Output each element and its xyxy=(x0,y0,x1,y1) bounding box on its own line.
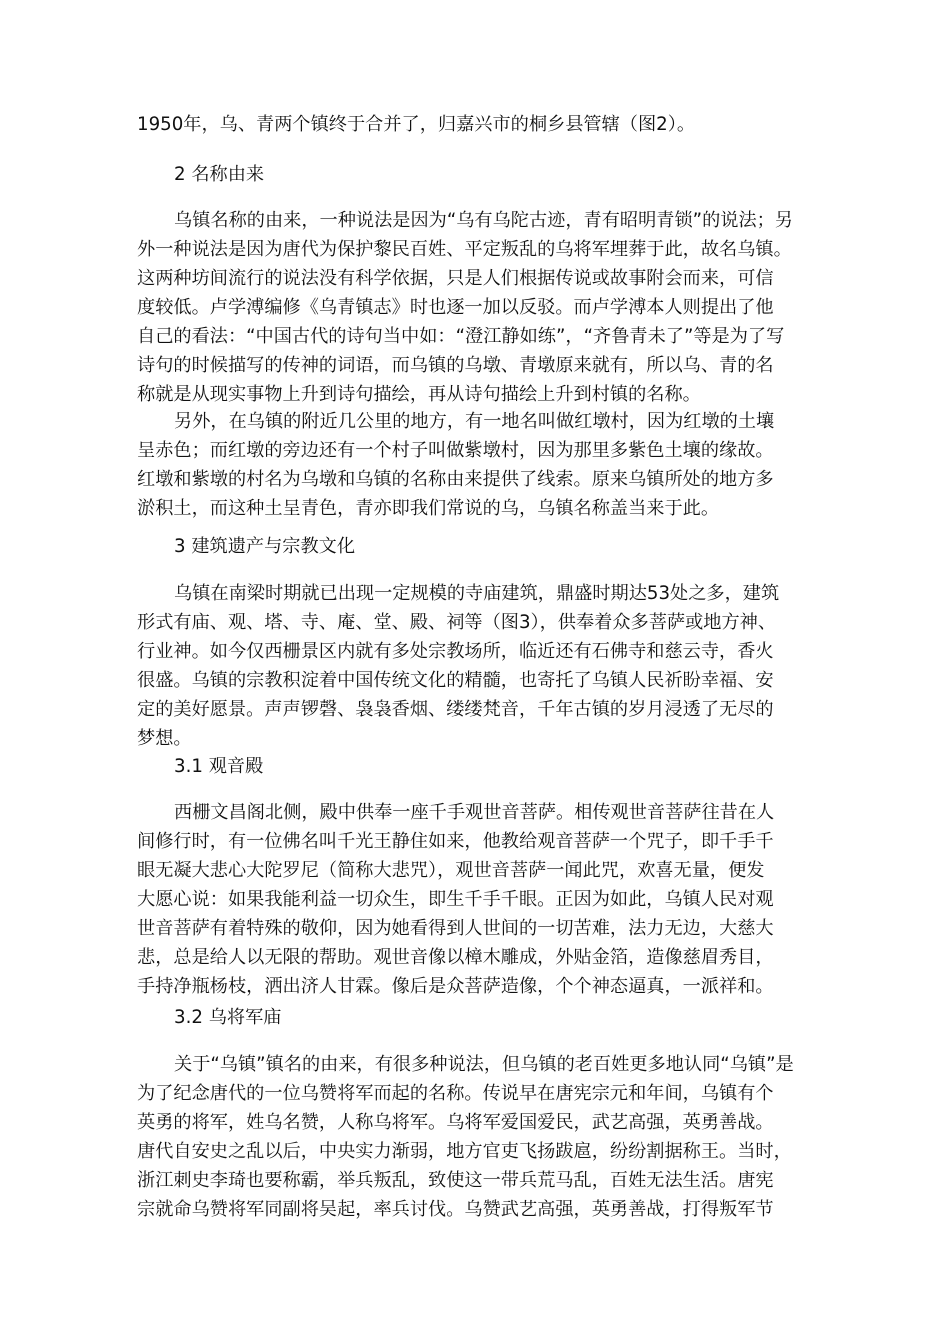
text-line: 眼无凝大悲心大陀罗尼（简称大悲咒），观世音菩萨一闻此咒，欢喜无量，便发 xyxy=(137,860,765,881)
text-line: 大愿心说：如果我能利益一切众生，即生千手千眼。正因为如此，乌镇人民对观 xyxy=(137,889,774,910)
text-line: 梦想。 xyxy=(137,728,192,749)
text-line: 定的美好愿景。声声锣磬、袅袅香烟、缕缕梵音，千年古镇的岁月浸透了无尽的 xyxy=(137,699,774,720)
text-line: 浙江刺史李琦也要称霸，举兵叛乱，致使这一带兵荒马乱，百姓无法生活。唐宪 xyxy=(137,1170,774,1191)
section-heading-3-1: 3.1 观音殿 xyxy=(174,756,264,777)
text-line: 1950年，乌、青两个镇终于合并了，归嘉兴市的桐乡县管辖（图2）。 xyxy=(137,114,696,135)
text-line: 另外，在乌镇的附近几公里的地方，有一地名叫做红墩村，因为红墩的土壤 xyxy=(174,411,775,432)
text-line: 宗就命乌赞将军同副将吴起，率兵讨伐。乌赞武艺高强，英勇善战，打得叛军节 xyxy=(137,1199,774,1220)
text-line: 行业神。如今仅西栅景区内就有多处宗教场所，临近还有石佛寺和慈云寺，香火 xyxy=(137,641,774,662)
text-line: 英勇的将军，姓乌名赞，人称乌将军。乌将军爱国爱民，武艺高强，英勇善战。 xyxy=(137,1112,774,1133)
text-line: 乌镇名称的由来，一种说法是因为“乌有乌陀古迹，青有昭明青锁”的说法；另 xyxy=(174,210,794,231)
paragraph-architecture xyxy=(137,579,827,753)
paragraph-name-origin-2 xyxy=(137,407,827,523)
text-line: 乌镇在南梁时期就已出现一定规模的寺庙建筑，鼎盛时期达53处之多，建筑 xyxy=(174,583,780,604)
text-line: 淤积土，而这种土呈青色，青亦即我们常说的乌，乌镇名称盖当来于此。 xyxy=(137,498,720,519)
section-heading-3-2: 3.2 乌将军庙 xyxy=(174,1007,282,1028)
text-line: 很盛。乌镇的宗教积淀着中国传统文化的精髓，也寄托了乌镇人民祈盼幸福、安 xyxy=(137,670,774,691)
text-line: 称就是从现实事物上升到诗句描绘，再从诗句描绘上升到村镇的名称。 xyxy=(137,384,701,405)
text-line: 呈赤色；而红墩的旁边还有一个村子叫做紫墩村，因为那里多紫色土壤的缘故。 xyxy=(137,440,774,461)
text-line: 外一种说法是因为唐代为保护黎民百姓、平定叛乱的乌将军埋葬于此，故名乌镇。 xyxy=(137,239,792,260)
text-line: 世音菩萨有着特殊的敬仰，因为她看得到人世间的一切苦难，法力无边，大慈大 xyxy=(137,918,774,939)
text-line: 形式有庙、观、塔、寺、庵、堂、殿、祠等（图3），供奉着众多菩萨或地方神、 xyxy=(137,612,777,633)
text-line: 关于“乌镇”镇名的由来，有很多种说法，但乌镇的老百姓更多地认同“乌镇”是 xyxy=(174,1054,794,1075)
text-line: 这两种坊间流行的说法没有科学依据，只是人们根据传说或故事附会而来，可信 xyxy=(137,268,774,289)
text-line: 为了纪念唐代的一位乌赞将军而起的名称。传说早在唐宪宗元和年间，乌镇有个 xyxy=(137,1083,774,1104)
text-line: 红墩和紫墩的村名为乌墩和乌镇的名称由来提供了线索。原来乌镇所处的地方多 xyxy=(137,469,774,490)
intro-paragraph xyxy=(137,110,827,139)
text-line: 手持净瓶杨枝，洒出济人甘霖。像后是众菩萨造像，个个神态逼真，一派祥和。 xyxy=(137,976,774,997)
paragraph-general-wu-temple xyxy=(137,1050,827,1224)
text-line: 间修行时，有一位佛名叫千光王静住如来，他教给观音菩萨一个咒子，即千手千 xyxy=(137,831,774,852)
text-line: 自己的看法：“中国古代的诗句当中如：“澄江静如练”，“齐鲁青未了”等是为了写 xyxy=(137,326,785,347)
paragraph-name-origin-1 xyxy=(137,206,827,409)
section-heading-3: 3 建筑遗产与宗教文化 xyxy=(174,536,356,557)
paragraph-guanyin-hall xyxy=(137,798,827,1001)
text-line: 唐代自安史之乱以后，中央实力渐弱，地方官吏飞扬跋扈，纷纷割据称王。当时， xyxy=(137,1141,792,1162)
section-heading-2: 2 名称由来 xyxy=(174,164,265,185)
text-line: 悲，总是给人以无限的帮助。观世音像以樟木雕成，外贴金箔，造像慈眉秀目， xyxy=(137,947,774,968)
text-line: 诗句的时候描写的传神的词语，而乌镇的乌墩、青墩原来就有，所以乌、青的名 xyxy=(137,355,774,376)
text-line: 度较低。卢学溥编修《乌青镇志》时也逐一加以反驳。而卢学溥本人则提出了他 xyxy=(137,297,774,318)
text-line: 西栅文昌阁北侧，殿中供奉一座千手观世音菩萨。相传观世音菩萨往昔在人 xyxy=(174,802,775,823)
